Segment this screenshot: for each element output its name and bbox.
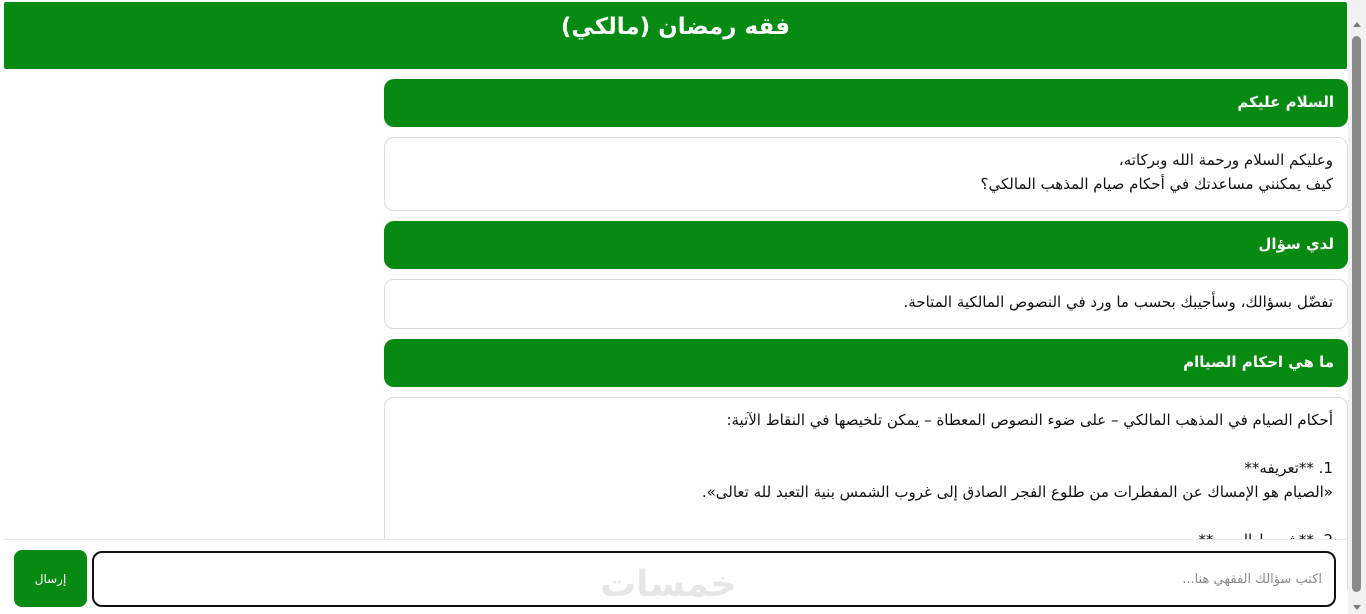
bot-message: أحكام الصيام في المذهب المالكي – على ضوء النصوص المعطاة – يمكن تلخيصها في النقاط الآتية: 1. **تعريفه** «الصيام هو الإمساك عن المفطرات من طلوع الفجر الصادق إلى غروب الشمس بنية التعبد لله تعالى». bbox=[384, 397, 1348, 597]
page-title: فقه رمضان (مالكي) bbox=[560, 14, 791, 40]
scroll-down-arrow-icon[interactable] bbox=[1353, 605, 1361, 610]
page-scroll-thumb[interactable] bbox=[1352, 36, 1361, 592]
chat-messages bbox=[4, 70, 1347, 538]
bot-message: وعليكم السلام ورحمة الله وبركاته، كيف يمكنني مساعدتك في أحكام صيام المذهب المالكي؟ bbox=[384, 137, 1348, 211]
user-message: السلام عليكم bbox=[384, 79, 1348, 127]
scroll-up-arrow-icon[interactable] bbox=[1353, 22, 1361, 27]
input-bar bbox=[4, 539, 1347, 614]
app-header bbox=[4, 2, 1347, 69]
user-message: لدي سؤال bbox=[384, 221, 1348, 269]
question-input[interactable] bbox=[92, 551, 1336, 607]
bot-message: تفضّل بسؤالك، وسأجيبك بحسب ما ورد في النصوص المالكية المتاحة. bbox=[384, 279, 1348, 329]
page-scrollbar[interactable] bbox=[1348, 0, 1366, 614]
user-message: ما هي احكام الصياام bbox=[384, 339, 1348, 387]
send-button[interactable]: إرسال bbox=[14, 550, 87, 607]
khamsat-watermark: خمسات bbox=[600, 564, 737, 605]
